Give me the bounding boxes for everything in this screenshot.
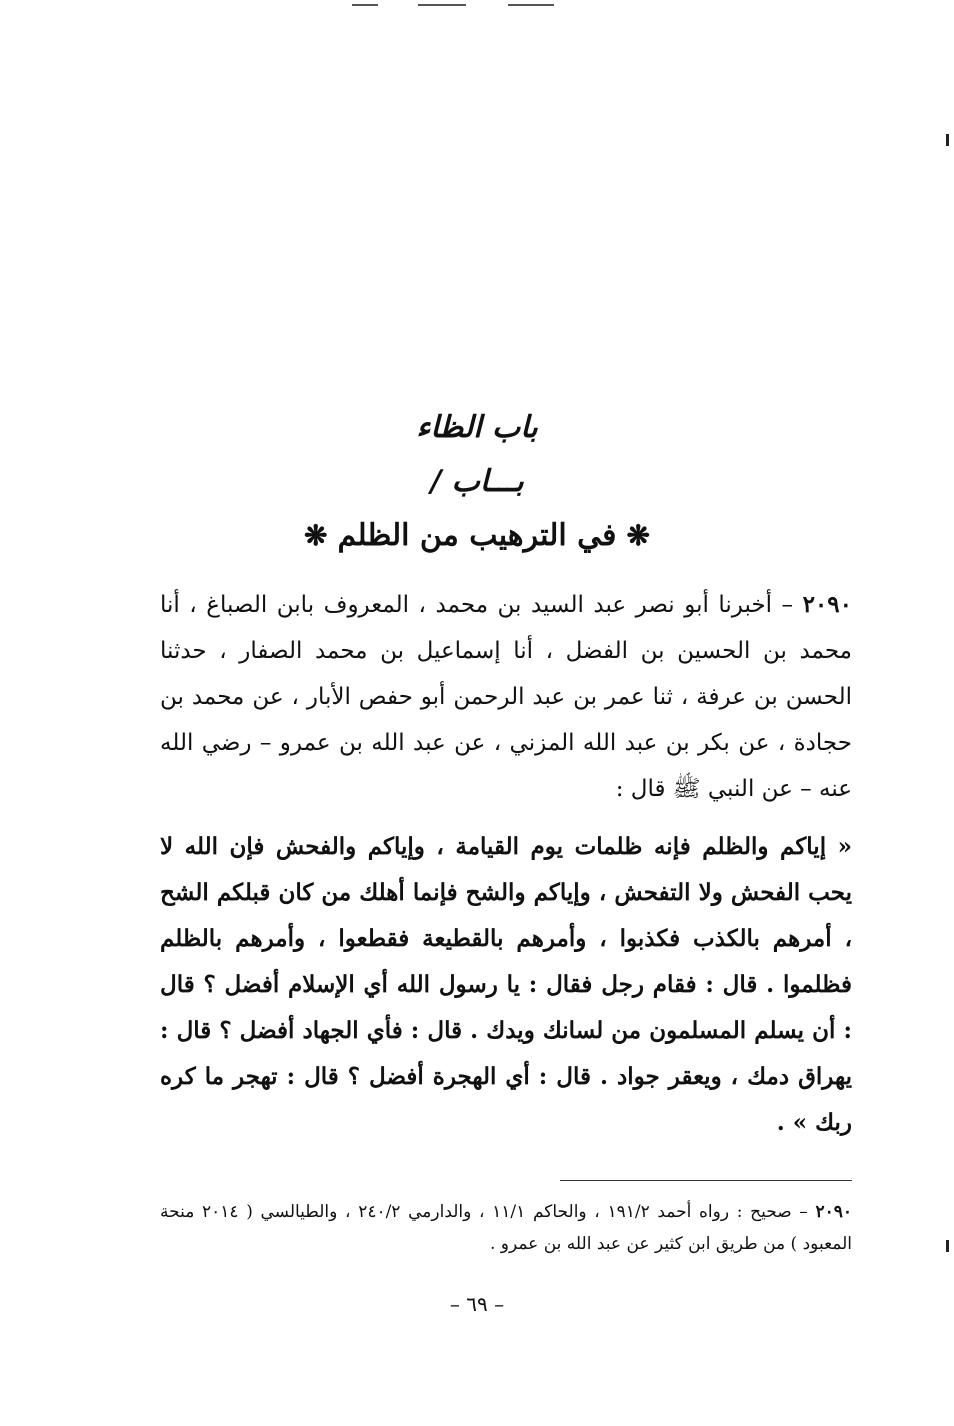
hadith-number: ٢٠٩٠ [802, 591, 852, 618]
top-rule-3 [508, 4, 554, 6]
hadith-chain-text: – أخبرنا أبو نصر عبد السيد بن محمد ، المعروف بابن الصباغ ، أنا محمد بن الحسين بن الفضل ، أنا إسماعيل بن محمد الصفار ، حدثنا الحسن بن عرفة ، ثنا عمر بن عبد الرحمن أبو حفص الأبار ، عن محمد بن حجادة ، عن بكر بن عبد الله المزني ، عن عبد الله بن عمرو – رضي الله عنه – عن النبي ﷺ قال : [160, 592, 852, 802]
footnote-number: ٢٠٩٠ [815, 1202, 853, 1222]
section-title: في الترهيب من الظلم [337, 518, 617, 553]
section-label: بـــاب / [430, 464, 524, 499]
hadith-chain [160, 582, 852, 812]
footnote-text: – صحيح : رواه أحمد ١٩١/٢ ، والحاكم ١١/١ ، والدارمي ٢٤٠/٢ ، والطيالسي ( ٢٠١٤ منحة المعبود ) من طريق ابن كثير عن عبد الله بن عمرو . [160, 1202, 852, 1254]
section-heading [0, 518, 954, 553]
page-number: – ٦٩ – [449, 1292, 505, 1316]
chapter-title: باب الظاء [416, 410, 538, 445]
ornament-star-icon: ❋ [304, 519, 328, 552]
ornament-star-icon: ❋ [626, 519, 650, 552]
margin-mark-bottom [946, 1240, 949, 1252]
top-rule-2 [418, 4, 466, 6]
margin-mark-top [946, 134, 949, 146]
footnote-divider [560, 1180, 852, 1181]
footnote [160, 1196, 852, 1260]
hadith-text: « إياكم والظلم فإنه ظلمات يوم القيامة ، وإياكم والفحش فإن الله لا يحب الفحش ولا التفحش ، وإياكم والشح فإنما أهلك من كان قبلكم الشح ، أمرهم بالكذب فكذبوا ، وأمرهم بالقطيعة فقطعوا ، وأمرهم بالظلم فظلموا . قال : فقام رجل فقال : يا رسول الله أي الإسلام أفضل ؟ قال : أن يسلم المسلمون من لسانك ويدك . قال : فأي الجهاد أفضل ؟ قال : يهراق دمك ، ويعقر جواد . قال : أي الهجرة أفضل ؟ قال : تهجر ما كره ربك » . [160, 833, 852, 1136]
top-rule-1 [352, 4, 378, 6]
